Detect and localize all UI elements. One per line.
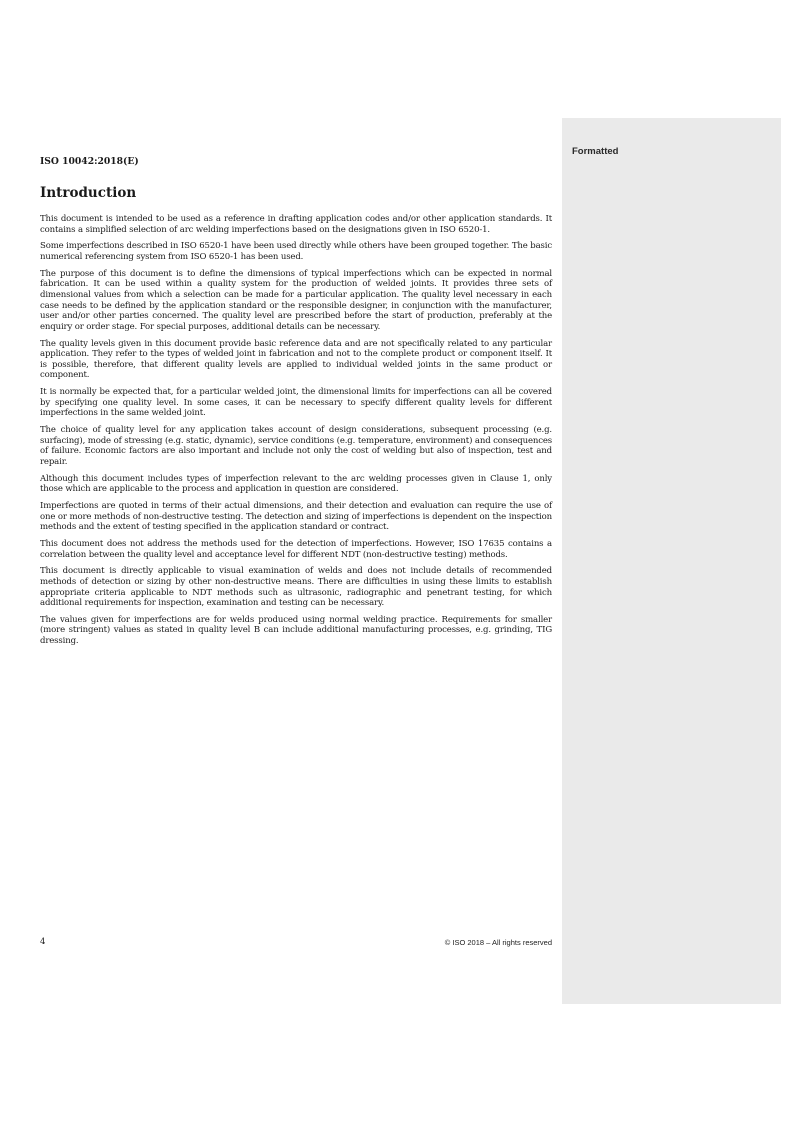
page-content (40, 156, 552, 653)
paragraph-6: The choice of quality level for any application takes account of design considerations, subsequent processing (e.g. surfacing), mode of stressing (e.g. static, dynamic), service conditions (e.g. temperature, environment) and consequences of failure. Economic factors are also important and include not only the cost of welding but also of inspection, test and repair. (40, 425, 552, 467)
paragraph-2: Some imperfections described in ISO 6520-1 have been used directly while others have been grouped together. The basic numerical referencing system from ISO 6520-1 has been used. (40, 241, 552, 262)
paragraph-5: It is normally be expected that, for a particular welded joint, the dimensional limits for imperfections can all be covered by specifying one quality level. In some cases, it can be necessary to specify different quality levels for different imperfections in the same welded joint. (40, 387, 552, 419)
copyright-notice: © ISO 2018 – All rights reserved (444, 938, 552, 947)
paragraph-9: This document does not address the methods used for the detection of imperfections. However, ISO 17635 contains a correlation between the quality level and acceptance level for different NDT (non-destructive testing) methods. (40, 538, 552, 560)
section-title: Introduction (40, 185, 137, 201)
document-id: ISO 10042:2018(E) (40, 156, 139, 167)
paragraph-8: Imperfections are quoted in terms of their actual dimensions, and their detection and evaluation can require the use of one or more methods of non-destructive testing. The detection and sizing of imperfections is dependent on the inspection methods and the extent of testing specified in the application standard or contract. (40, 500, 552, 533)
paragraph-1: This document is intended to be used as a reference in drafting application codes and/or other application standards. It contains a simplified selection of arc welding imperfections based on the designations given in ISO 6520-1. (40, 214, 552, 235)
paragraph-11: The values given for imperfections are for welds produced using normal welding practice. Requirements for smaller (more stringent) values as stated in quality level B can include additional manufacturing processes, e.g. grinding, TIG dressing. (40, 614, 552, 647)
comment-pane (562, 118, 781, 1004)
page-number: 4 (40, 937, 46, 947)
paragraph-4: The quality levels given in this document provide basic reference data and are not specifically related to any particular application. They refer to the types of welded joint in fabrication and not to the complete product or component itself. It is possible, therefore, that different quality levels are applied to individual welded joints in the same product or component. (40, 338, 552, 381)
paragraph-3: The purpose of this document is to define the dimensions of typical imperfections which can be expected in normal fabrication. It can be used within a quality system for the production of welded joints. It provides three sets of dimensional values from which a selection can be made for a particular application. The quality level necessary in each case needs to be defined by the application standard or the responsible designer, in conjunction with the manufacturer, user and/or other parties concerned. The quality level are prescribed before the start of production, preferably at the enquiry or order stage. For special purposes, additional details can be necessary. (40, 268, 552, 332)
paragraph-10: This document is directly applicable to visual examination of welds and does not include details of recommended methods of detection or sizing by other non-destructive means. There are difficulties in using these limits to establish appropriate criteria applicable to NDT methods such as ultrasonic, radiographic and penetrant testing, for which additional requirements for inspection, examination and testing can be necessary. (40, 566, 552, 609)
comment-label: Formatted (572, 146, 619, 157)
paragraph-7: Although this document includes types of imperfection relevant to the arc welding processes given in Clause 1, only those which are applicable to the process and application in question are considered. (40, 473, 552, 495)
